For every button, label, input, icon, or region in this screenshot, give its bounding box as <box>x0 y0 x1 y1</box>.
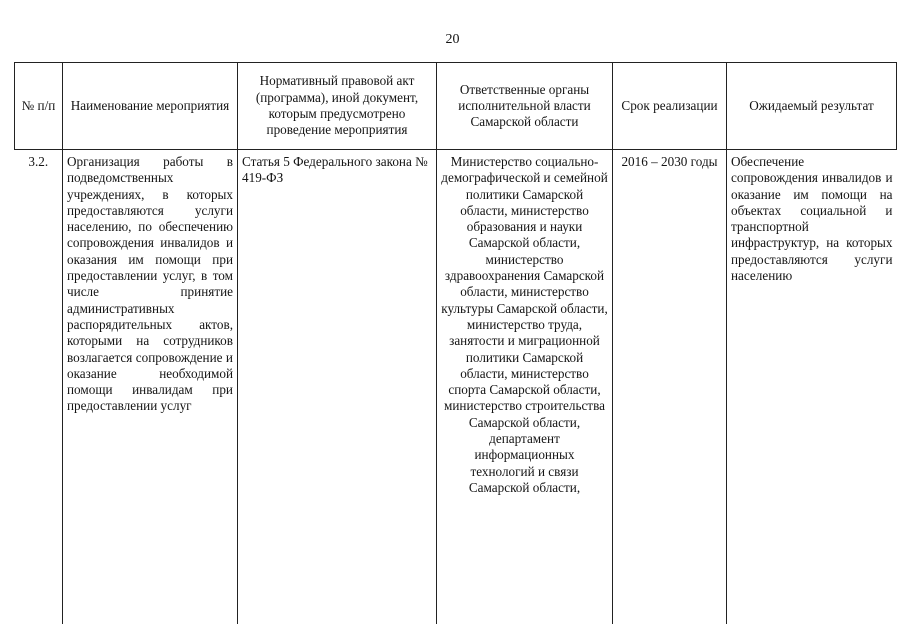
header-number: № п/п <box>15 63 63 150</box>
header-expected-result: Ожидаемый результат <box>727 63 897 150</box>
row-number: 3.2. <box>28 154 49 169</box>
table-row <box>15 150 897 625</box>
header-responsible-organs: Ответственные органы исполнительной власти Самарской области <box>437 63 613 150</box>
row-expected-result: Обеспечение сопровождения инвалидов и оказание им помощи на объектах социальной и транспортной инфраструктур, на которых предоставляются услуги населению <box>727 150 897 625</box>
row-legal-act: Статья 5 Федерального закона № 419-ФЗ <box>238 150 437 625</box>
header-term: Срок реализации <box>613 63 727 150</box>
row-measure-name: Организация работы в подведомственных учреждениях, в которых предоставляются услуги населению, по обеспечению сопровождения инвалидов и оказания им помощи при предоставлении услуг, в том числе принятие административных распорядительных актов, которыми на сотрудников возлагается сопровождение и оказание необходимой помощи инвалидам при предоставлении услуг <box>63 150 238 625</box>
row-responsible-organs: Министерство социально-демографической и семейной политики Самарской области, министерство образования и науки Самарской области, министерство здравоохранения Самарской области, министерство культуры Самарской области, министерство труда, занятости и миграционной политики Самарской области, министерство спорта Самарской области, министерство строительства Самарской области, департамент информационных технологий и связи Самарской области, <box>437 150 613 625</box>
header-legal-act: Нормативный правовой акт (программа), иной документ, которым предусмотрено проведение мероприятия <box>238 63 437 150</box>
header-measure-name: Наименование мероприятия <box>63 63 238 150</box>
table-header-row <box>15 63 897 150</box>
row-term: 2016 – 2030 годы <box>613 150 727 625</box>
page-number: 20 <box>445 32 460 47</box>
measures-table <box>14 62 897 624</box>
